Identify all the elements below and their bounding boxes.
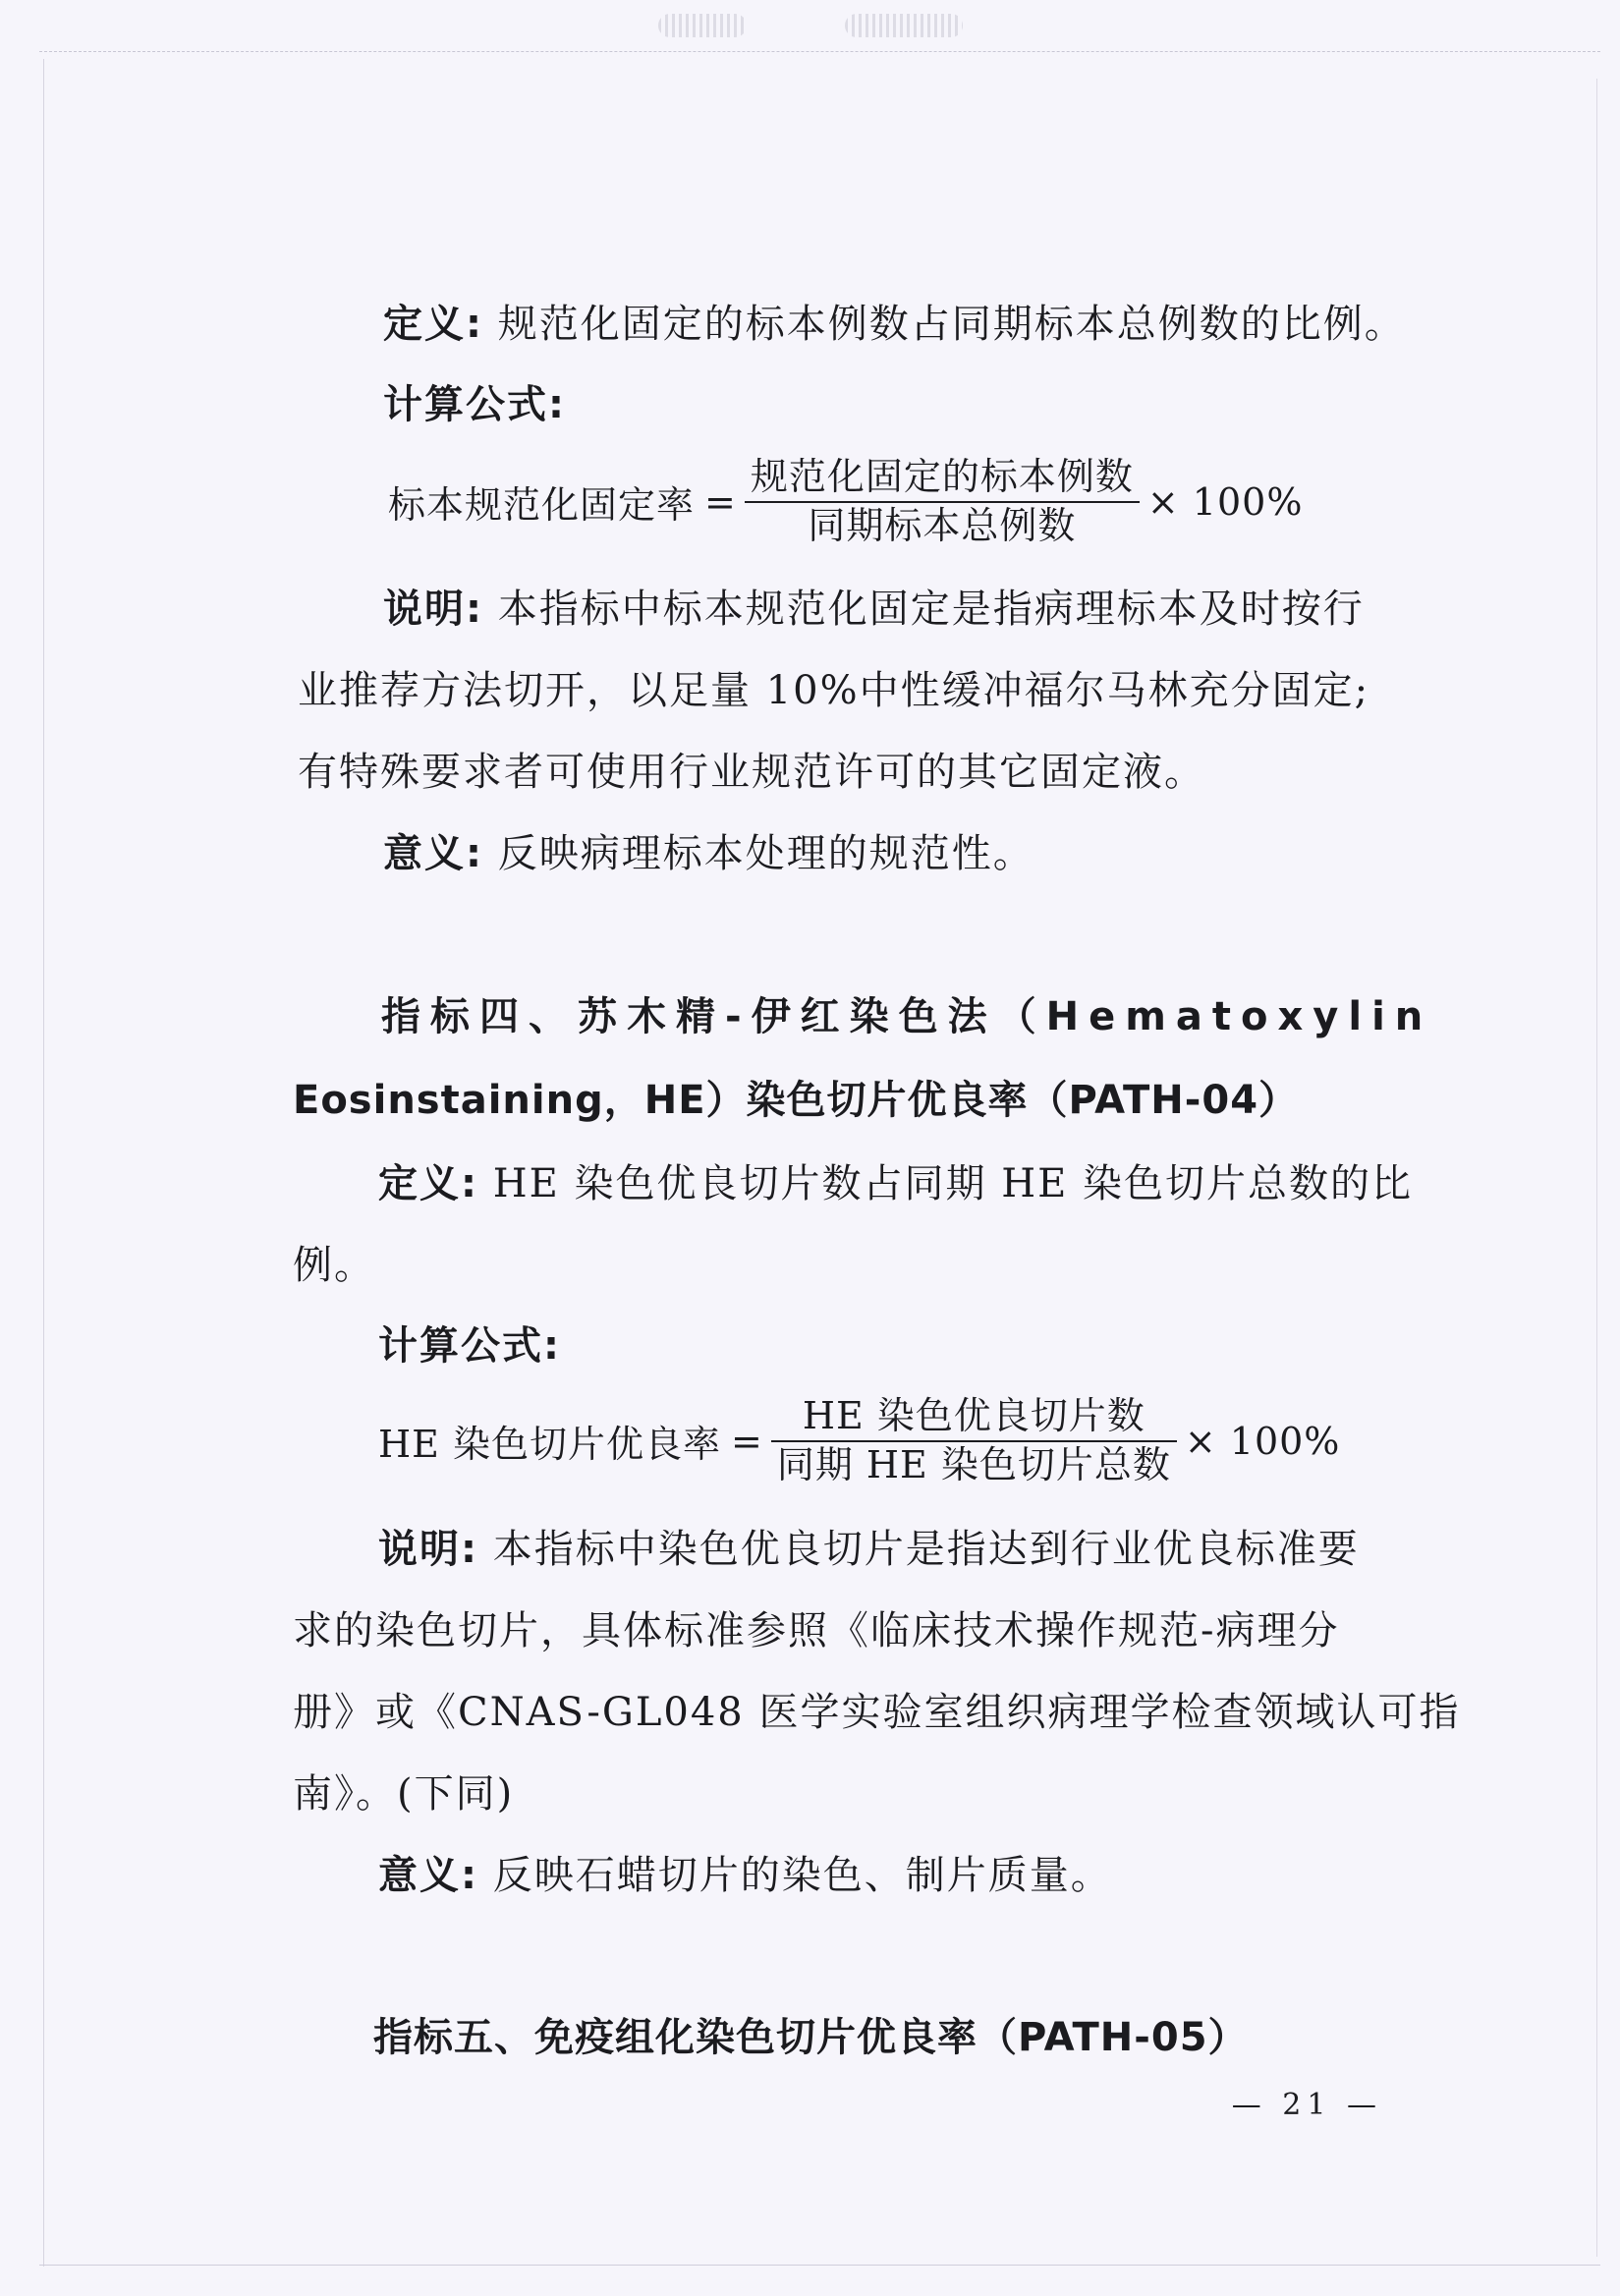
scan-smudge bbox=[845, 14, 963, 37]
formula-fixation-rate bbox=[388, 454, 1303, 549]
note-line: 有特殊要求者可使用行业规范许可的其它固定液。 bbox=[298, 750, 1205, 795]
significance-paragraph bbox=[378, 1853, 1112, 1898]
section-heading: 指标四、苏木精-伊红染色法（Hematoxylin bbox=[381, 994, 1433, 1039]
scan-edge-bottom bbox=[39, 2265, 1600, 2267]
scan-edge-top bbox=[39, 51, 1600, 54]
note-line: 册》或《CNAS-GL048 医学实验室组织病理学检查领域认可指 bbox=[293, 1690, 1461, 1735]
page-number: 21 bbox=[1282, 2088, 1332, 2122]
formula-multiplier: × 100% bbox=[1146, 479, 1304, 524]
scan-edge-right bbox=[1596, 79, 1598, 2257]
significance-text: 反映石蜡切片的染色、制片质量。 bbox=[492, 1853, 1112, 1898]
formula-fraction bbox=[745, 454, 1140, 549]
formula-lhs: 标本规范化固定率 bbox=[388, 483, 696, 527]
section-heading-continued: Eosinstaining，HE）染色切片优良率（PATH-04） bbox=[293, 1078, 1300, 1123]
note-line: 业推荐方法切开，以足量 10%中性缓冲福尔马林充分固定; bbox=[298, 668, 1370, 713]
significance-label: 意义: bbox=[378, 1853, 478, 1898]
formula-numerator: 规范化固定的标本例数 bbox=[750, 455, 1134, 498]
note-line: 本指标中标本规范化固定是指病理标本及时按行 bbox=[497, 587, 1365, 632]
definition-paragraph bbox=[378, 1161, 1414, 1206]
note-line: 本指标中染色优良切片是指达到行业优良标准要 bbox=[492, 1527, 1360, 1572]
significance-text: 反映病理标本处理的规范性。 bbox=[497, 831, 1034, 876]
scan-edge-left bbox=[43, 59, 46, 2267]
definition-text: 例。 bbox=[293, 1243, 375, 1288]
formula-label: 计算公式: bbox=[383, 382, 566, 427]
note-label: 说明: bbox=[383, 587, 483, 632]
formula-numerator: HE 染色优良切片数 bbox=[802, 1394, 1145, 1437]
note-line: 南》。(下同) bbox=[293, 1771, 515, 1817]
formula-lhs: HE 染色切片优良率 bbox=[378, 1423, 721, 1466]
page-number-dash: — bbox=[1231, 2088, 1267, 2122]
definition-text: 规范化固定的标本例数占同期标本总例数的比例。 bbox=[497, 302, 1406, 347]
definition-label: 定义: bbox=[378, 1161, 478, 1206]
significance-paragraph bbox=[383, 831, 1034, 876]
definition-text: HE 染色优良切片数占同期 HE 染色切片总数的比 bbox=[492, 1161, 1414, 1206]
formula-equals: = bbox=[704, 479, 737, 524]
formula-label: 计算公式: bbox=[378, 1323, 561, 1369]
formula-he-rate bbox=[378, 1393, 1340, 1488]
formula-equals: = bbox=[730, 1419, 763, 1463]
formula-multiplier: × 100% bbox=[1184, 1419, 1341, 1463]
note-line: 求的染色切片，具体标准参照《临床技术操作规范-病理分 bbox=[293, 1608, 1340, 1653]
note-label: 说明: bbox=[378, 1527, 478, 1572]
scan-smudge bbox=[658, 14, 747, 37]
definition-label: 定义: bbox=[383, 302, 483, 347]
significance-label: 意义: bbox=[383, 831, 483, 876]
page-number-footer bbox=[1232, 2088, 1382, 2122]
formula-denominator: 同期 HE 染色切片总数 bbox=[776, 1442, 1171, 1486]
section-heading: 指标五、免疫组化染色切片优良率（PATH-05） bbox=[373, 2015, 1249, 2060]
page-number-dash: — bbox=[1347, 2088, 1382, 2122]
formula-denominator: 同期标本总例数 bbox=[808, 503, 1077, 547]
formula-fraction bbox=[771, 1393, 1177, 1488]
note-paragraph bbox=[383, 587, 1365, 632]
note-paragraph bbox=[378, 1527, 1360, 1572]
definition-paragraph bbox=[383, 302, 1406, 347]
